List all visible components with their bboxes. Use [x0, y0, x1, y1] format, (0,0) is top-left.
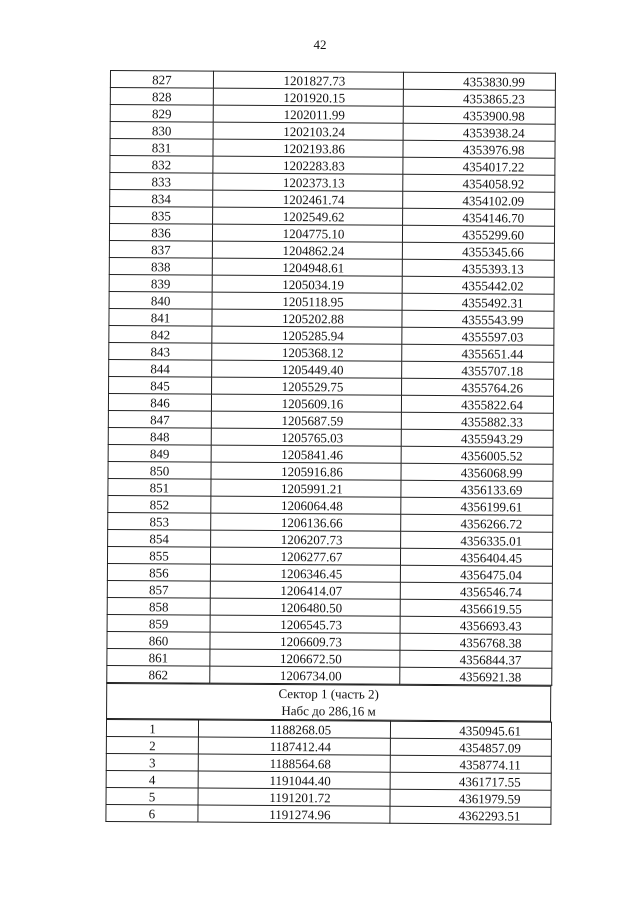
x-coordinate-cell: 1201920.15	[213, 88, 403, 106]
point-number-cell: 862	[107, 665, 210, 683]
y-coordinate-cell: 4356005.52	[401, 446, 553, 464]
x-coordinate-cell: 1205449.40	[212, 360, 402, 378]
y-coordinate-cell: 4356921.38	[400, 667, 552, 685]
point-number-cell: 837	[109, 240, 212, 258]
y-coordinate-cell: 4361717.55	[390, 772, 551, 790]
y-coordinate-cell: 4355707.18	[402, 361, 554, 379]
point-number-cell: 836	[109, 224, 212, 242]
y-coordinate-cell: 4362293.51	[390, 806, 551, 824]
point-number-cell: 839	[109, 274, 212, 292]
x-coordinate-cell: 1206414.07	[210, 581, 400, 599]
y-coordinate-cell: 4356133.69	[401, 480, 553, 498]
y-coordinate-cell: 4355442.02	[402, 276, 554, 294]
x-coordinate-cell: 1202549.62	[213, 207, 403, 225]
sector-header-row	[107, 683, 551, 721]
point-number-cell: 827	[110, 71, 213, 89]
x-coordinate-cell: 1188564.68	[198, 754, 390, 772]
y-coordinate-cell: 4356475.04	[400, 565, 552, 583]
x-coordinate-cell: 1201827.73	[213, 71, 403, 89]
y-coordinate-cell: 4356068.99	[401, 463, 553, 481]
coordinates-table-container	[105, 70, 555, 825]
x-coordinate-cell: 1202461.74	[213, 190, 403, 208]
point-number-cell: 838	[109, 257, 212, 275]
y-coordinate-cell: 4353830.99	[403, 72, 555, 90]
x-coordinate-cell: 1202193.86	[213, 139, 403, 157]
x-coordinate-cell: 1205285.94	[212, 326, 402, 344]
y-coordinate-cell: 4353865.23	[403, 89, 555, 107]
point-number-cell: 833	[110, 173, 213, 191]
y-coordinate-cell: 4355764.26	[402, 378, 554, 396]
point-number-cell: 853	[108, 512, 211, 530]
point-number-cell: 831	[110, 139, 213, 157]
x-coordinate-cell: 1205118.95	[212, 292, 402, 310]
x-coordinate-cell: 1206672.50	[210, 649, 400, 667]
y-coordinate-cell: 4361979.59	[390, 789, 551, 807]
point-number-cell: 860	[107, 631, 210, 649]
y-coordinate-cell: 4355943.29	[401, 429, 553, 447]
x-coordinate-cell: 1205034.19	[212, 275, 402, 293]
x-coordinate-cell: 1206136.66	[211, 513, 401, 531]
point-number-cell: 3	[106, 753, 198, 771]
y-coordinate-cell: 4355543.99	[402, 310, 554, 328]
point-number-cell: 841	[109, 308, 212, 326]
point-number-cell: 847	[108, 410, 211, 428]
x-coordinate-cell: 1205609.16	[211, 394, 401, 412]
point-number-cell: 850	[108, 461, 211, 479]
point-number-cell: 846	[108, 393, 211, 411]
y-coordinate-cell: 4350945.61	[390, 721, 551, 739]
coordinates-table-body	[106, 719, 552, 824]
x-coordinate-cell: 1204862.24	[212, 241, 402, 259]
sector-title: Сектор 1 (часть 2)	[278, 686, 379, 702]
x-coordinate-cell: 1202011.99	[213, 105, 403, 123]
point-number-cell: 861	[107, 648, 210, 666]
x-coordinate-cell: 1188268.05	[198, 720, 390, 738]
table-row	[107, 665, 552, 685]
x-coordinate-cell: 1202283.83	[213, 156, 403, 174]
y-coordinate-cell: 4356199.61	[401, 497, 553, 515]
x-coordinate-cell: 1206346.45	[210, 564, 400, 582]
x-coordinate-cell: 1204775.10	[212, 224, 402, 242]
point-number-cell: 829	[110, 105, 213, 123]
y-coordinate-cell: 4355492.31	[402, 293, 554, 311]
y-coordinate-cell: 4358774.11	[390, 755, 551, 773]
x-coordinate-cell: 1206545.73	[210, 615, 400, 633]
y-coordinate-cell: 4355651.44	[402, 344, 554, 362]
point-number-cell: 1	[106, 719, 198, 737]
x-coordinate-cell: 1205841.46	[211, 445, 401, 463]
point-number-cell: 855	[107, 546, 210, 564]
point-number-cell: 852	[108, 495, 211, 513]
point-number-cell: 2	[106, 736, 198, 754]
y-coordinate-cell: 4356844.37	[400, 650, 552, 668]
point-number-cell: 844	[109, 359, 212, 377]
point-number-cell: 828	[110, 88, 213, 106]
x-coordinate-cell: 1205202.88	[212, 309, 402, 327]
point-number-cell: 830	[110, 122, 213, 140]
sector-header-cell	[107, 683, 551, 721]
point-number-cell: 5	[106, 787, 198, 805]
y-coordinate-cell: 4354102.09	[403, 191, 555, 209]
y-coordinate-cell: 4356266.72	[401, 514, 553, 532]
x-coordinate-cell: 1206609.73	[210, 632, 400, 650]
point-number-cell: 858	[107, 597, 210, 615]
point-number-cell: 834	[110, 190, 213, 208]
point-number-cell: 842	[109, 325, 212, 343]
point-number-cell: 4	[106, 770, 198, 788]
coordinates-table-body	[107, 71, 556, 686]
x-coordinate-cell: 1205765.03	[211, 428, 401, 446]
x-coordinate-cell: 1206207.73	[211, 530, 401, 548]
y-coordinate-cell: 4355597.03	[402, 327, 554, 345]
y-coordinate-cell: 4356768.38	[400, 633, 552, 651]
x-coordinate-cell: 1202373.13	[213, 173, 403, 191]
y-coordinate-cell: 4355345.66	[402, 242, 554, 260]
point-number-cell: 840	[109, 291, 212, 309]
point-number-cell: 856	[107, 563, 210, 581]
y-coordinate-cell: 4356404.45	[400, 548, 552, 566]
y-coordinate-cell: 4355822.64	[401, 395, 553, 413]
x-coordinate-cell: 1187412.44	[198, 737, 390, 755]
x-coordinate-cell: 1206277.67	[210, 547, 400, 565]
point-number-cell: 859	[107, 614, 210, 632]
point-number-cell: 843	[109, 342, 212, 360]
x-coordinate-cell: 1206064.48	[211, 496, 401, 514]
point-number-cell: 857	[107, 580, 210, 598]
x-coordinate-cell: 1205687.59	[211, 411, 401, 429]
point-number-cell: 845	[109, 376, 212, 394]
y-coordinate-cell: 4355299.60	[402, 225, 554, 243]
x-coordinate-cell: 1205991.21	[211, 479, 401, 497]
y-coordinate-cell: 4353976.98	[403, 140, 555, 158]
y-coordinate-cell: 4355393.13	[402, 259, 554, 277]
y-coordinate-cell: 4354857.09	[390, 738, 551, 756]
y-coordinate-cell: 4356335.01	[401, 531, 553, 549]
y-coordinate-cell: 4354017.22	[403, 157, 555, 175]
x-coordinate-cell: 1202103.24	[213, 122, 403, 140]
y-coordinate-cell: 4355882.33	[401, 412, 553, 430]
point-number-cell: 6	[106, 804, 198, 822]
x-coordinate-cell: 1205368.12	[212, 343, 402, 361]
y-coordinate-cell: 4356693.43	[400, 616, 552, 634]
y-coordinate-cell: 4353938.24	[403, 123, 555, 141]
sector-header-table	[106, 683, 551, 722]
coordinates-table-part1	[106, 70, 556, 686]
point-number-cell: 848	[108, 427, 211, 445]
coordinates-table-part2	[105, 719, 552, 825]
table-row	[106, 804, 551, 824]
x-coordinate-cell: 1191044.40	[198, 771, 390, 789]
x-coordinate-cell: 1191201.72	[198, 788, 390, 806]
point-number-cell: 854	[108, 529, 211, 547]
x-coordinate-cell: 1204948.61	[212, 258, 402, 276]
y-coordinate-cell: 4353900.98	[403, 106, 555, 124]
y-coordinate-cell: 4356546.74	[400, 582, 552, 600]
x-coordinate-cell: 1191274.96	[198, 805, 390, 823]
point-number-cell: 849	[108, 444, 211, 462]
sector-subtitle: Набс до 286,16 м	[281, 703, 376, 719]
page-number: 42	[313, 37, 327, 52]
x-coordinate-cell: 1206734.00	[210, 666, 400, 684]
x-coordinate-cell: 1205916.86	[211, 462, 401, 480]
x-coordinate-cell: 1206480.50	[210, 598, 400, 616]
point-number-cell: 832	[110, 156, 213, 174]
y-coordinate-cell: 4356619.55	[400, 599, 552, 617]
point-number-cell: 851	[108, 478, 211, 496]
y-coordinate-cell: 4354058.92	[403, 174, 555, 192]
x-coordinate-cell: 1205529.75	[212, 377, 402, 395]
y-coordinate-cell: 4354146.70	[403, 208, 555, 226]
point-number-cell: 835	[110, 207, 213, 225]
